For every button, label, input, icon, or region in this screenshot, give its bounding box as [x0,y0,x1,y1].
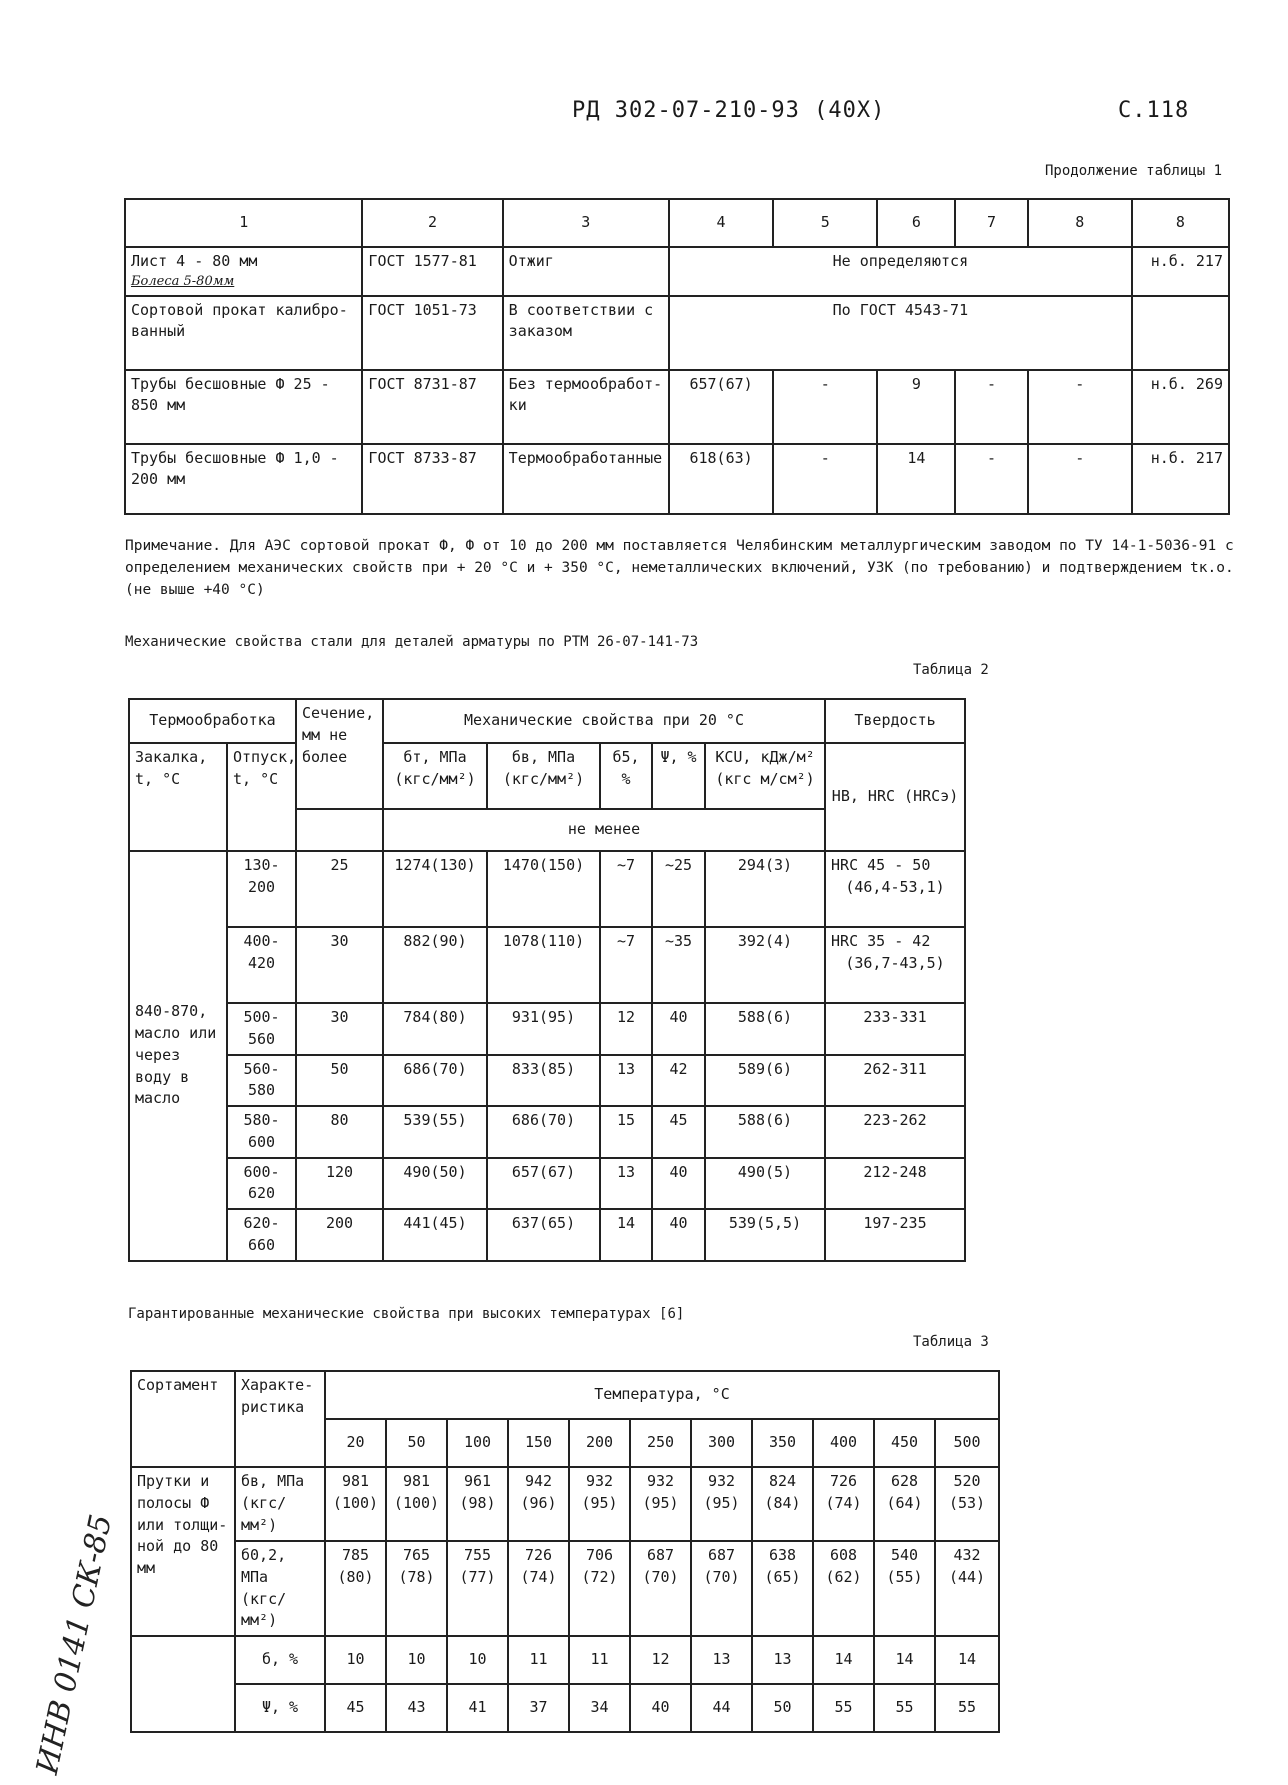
handwritten-text: ИНВ 0141 СК-85 [30,1511,120,1778]
table-header-row [125,199,1229,247]
table-cell: 25 [296,851,383,927]
table-cell: н.б. 269 [1132,370,1229,444]
table-cell [296,809,383,851]
table-cell: 981 (100) [386,1467,447,1541]
table-cell: Сортовой прокат калибро-ванный [125,296,362,370]
table-cell: Трубы бесшовные Ф 25 - 850 мм [125,370,362,444]
table-cell: 11 [508,1636,569,1684]
table-cell: - [955,370,1027,444]
table-cell: 14 [935,1636,999,1684]
table-cell: 45 [652,1106,705,1158]
table-1-note: Примечание. Для АЭС сортовой прокат Ф, Ф от 10 до 200 мм поставляется Челябинским металлургическим заводом по ТУ 14-1-5036-91 с определением механических свойств при + 20 °С и + 350 °С, неметаллических включений, УЗК (по требованию) и подтверждением tк.о. (не выше +40 °С) [125,538,1234,598]
table-cell: 14 [600,1209,652,1261]
table-2-label: Таблица 2 [913,662,989,678]
column-header: Отпуск, t, °С [227,743,296,851]
table-cell: 10 [325,1636,386,1684]
table-cell: 40 [630,1684,691,1732]
table-cell: 687 (70) [630,1541,691,1636]
table-cell: 40 [652,1158,705,1210]
table-header-row [129,743,965,809]
temperature-header: 200 [569,1419,630,1467]
column-header: 5 [773,199,877,247]
table-cell: 961 (98) [447,1467,508,1541]
table-header-row [131,1371,999,1419]
column-header: б5, % [600,743,652,809]
table-cell: ~35 [652,927,705,1003]
table-cell: 50 [752,1684,813,1732]
column-header: бв, МПа (кгс/мм²) [487,743,600,809]
table-cell: 580-600 [227,1106,296,1158]
table-cell: 294(3) [705,851,825,927]
temperature-header: 300 [691,1419,752,1467]
table-cell: 942 (96) [508,1467,569,1541]
column-header: KCU, кДж/м² (кгс м/см²) [705,743,825,809]
row-label: б0,2, МПа (кгс/мм²) [235,1541,325,1636]
table-cell: 539(5,5) [705,1209,825,1261]
column-header: Характе-ристика [235,1371,325,1467]
table-cell: 41 [447,1684,508,1732]
table-cell: 520 (53) [935,1467,999,1541]
table-cell: 600-620 [227,1158,296,1210]
table-cell: 1470(150) [487,851,600,927]
column-header: Сортамент [131,1371,235,1467]
table-cell: 10 [386,1636,447,1684]
table-cell: 120 [296,1158,383,1210]
temperature-header: 350 [752,1419,813,1467]
table-cell: 638 (65) [752,1541,813,1636]
table-cell: 44 [691,1684,752,1732]
table-cell: 197-235 [825,1209,965,1261]
table-cell-merged: Не определяются [669,247,1132,296]
table-cell: 30 [296,927,383,1003]
table-3-caption: Гарантированные механические свойства при высоких температурах [6] [128,1306,685,1322]
hardness-value-secondary: (46,4-53,1) [845,877,945,896]
table-cell: 726 (74) [508,1541,569,1636]
table-cell: Термообработанные [503,444,669,514]
table-cell [131,1636,235,1684]
table-continuation-label: Продолжение таблицы 1 [1045,163,1223,179]
table-cell [1132,296,1229,370]
table-cell: 932 (95) [691,1467,752,1541]
table-cell: н.б. 217 [1132,247,1229,296]
table-cell: 12 [630,1636,691,1684]
column-header: 6 [877,199,955,247]
table-cell: 706 (72) [569,1541,630,1636]
table-cell: Трубы бесшовные Ф 1,0 - 200 мм [125,444,362,514]
table-cell: 1078(110) [487,927,600,1003]
table-cell: 824 (84) [752,1467,813,1541]
row-label: Ψ, % [235,1684,325,1732]
temperature-header: 150 [508,1419,569,1467]
table-cell: 13 [600,1158,652,1210]
column-header: Температура, °С [325,1371,999,1419]
temperature-header: 250 [630,1419,691,1467]
table-cell: 130-200 [227,851,296,927]
table-cell: ГОСТ 8731-87 [362,370,502,444]
hardness-value: HRC 45 - 50 [831,856,931,874]
table-cell: 14 [877,444,955,514]
table-cell: 657(67) [487,1158,600,1210]
table-cell: 932 (95) [630,1467,691,1541]
table-row [129,1003,965,1055]
table-row [125,247,1229,296]
table-cell: - [1028,370,1132,444]
table-cell: 12 [600,1003,652,1055]
table-cell: 560-580 [227,1055,296,1107]
table-header-row [129,699,965,743]
column-header: Закалка, t, °С [129,743,227,851]
table-cell: 608 (62) [813,1541,874,1636]
table-cell: ГОСТ 1051-73 [362,296,502,370]
table-cell: 687 (70) [691,1541,752,1636]
table-cell: 765 (78) [386,1541,447,1636]
product-name: Лист 4 - 80 мм [131,252,258,270]
table-cell: 212-248 [825,1158,965,1210]
table-cell: 882(90) [383,927,487,1003]
table-cell: 618(63) [669,444,773,514]
table-cell: 13 [600,1055,652,1107]
table-cell: 726 (74) [813,1467,874,1541]
table-cell: 30 [296,1003,383,1055]
table-cell: 981 (100) [325,1467,386,1541]
table-cell: 539(55) [383,1106,487,1158]
table-cell: 80 [296,1106,383,1158]
row-label: б, % [235,1636,325,1684]
table-cell: 657(67) [669,370,773,444]
table-cell: 14 [874,1636,935,1684]
table-row [131,1684,999,1732]
table-cell: 931(95) [487,1003,600,1055]
table-cell [825,927,965,1003]
table-cell: 540 (55) [874,1541,935,1636]
table-cell [131,1684,235,1732]
document-code: РД 302-07-210-93 (40Х) [572,98,886,123]
row-label: бв, МПа (кгс/мм²) [235,1467,325,1541]
table-cell: 932 (95) [569,1467,630,1541]
table-cell: 686(70) [383,1055,487,1107]
table-cell: 40 [652,1003,705,1055]
table-cell: 490(50) [383,1158,487,1210]
column-header: 4 [669,199,773,247]
handwritten-inventory-note [20,1510,120,1780]
page-number: С.118 [1118,98,1190,123]
table-3-label: Таблица 3 [913,1334,989,1350]
table-cell: 55 [813,1684,874,1732]
table-cell: ~7 [600,927,652,1003]
table-row [129,1158,965,1210]
table-cell: 55 [874,1684,935,1732]
table-2-mechanical-properties [128,698,966,1262]
handwritten-correction: Болеса 5-80мм [131,273,235,289]
table-cell: 13 [691,1636,752,1684]
table-cell: ГОСТ 8733-87 [362,444,502,514]
sortament-cell: Прутки и полосы Ф или толщи-ной до 80 мм [131,1467,235,1636]
temperature-header: 20 [325,1419,386,1467]
table-cell: 45 [325,1684,386,1732]
table-cell: 43 [386,1684,447,1732]
table-cell: 589(6) [705,1055,825,1107]
temperature-header: 450 [874,1419,935,1467]
table-cell: 34 [569,1684,630,1732]
column-header: 8 [1132,199,1229,247]
table-cell: 500-560 [227,1003,296,1055]
table-cell [825,851,965,927]
column-header: бт, МПа (кгс/мм²) [383,743,487,809]
table-cell [125,247,362,296]
table-3-high-temperature-properties [130,1370,1000,1733]
hardness-value-secondary: (36,7-43,5) [845,953,945,972]
table-cell: В соответствии с заказом [503,296,669,370]
table-cell: - [1028,444,1132,514]
table-row [131,1636,999,1684]
table-cell: 432 (44) [935,1541,999,1636]
table-cell: 628 (64) [874,1467,935,1541]
table-cell: Без термообработ-ки [503,370,669,444]
table-cell: Отжиг [503,247,669,296]
table-cell: 833(85) [487,1055,600,1107]
table-cell: н.б. 217 [1132,444,1229,514]
table-row [125,370,1229,444]
temperature-header: 100 [447,1419,508,1467]
column-header: НВ, HRC (HRCэ) [825,743,965,851]
temperature-header: 500 [935,1419,999,1467]
table-cell: 13 [752,1636,813,1684]
table-cell: 223-262 [825,1106,965,1158]
table-cell: ~25 [652,851,705,927]
table-cell: 14 [813,1636,874,1684]
table-cell: 11 [569,1636,630,1684]
table-row [125,444,1229,514]
table-cell: ~7 [600,851,652,927]
table-cell: 784(80) [383,1003,487,1055]
table-cell: 42 [652,1055,705,1107]
table-cell: 490(5) [705,1158,825,1210]
table-row [129,851,965,927]
column-header: Механические свойства при 20 °С [383,699,825,743]
column-header: Сечение, мм не более [296,699,383,809]
table-row [125,296,1229,370]
table-cell: ГОСТ 1577-81 [362,247,502,296]
table-cell: 40 [652,1209,705,1261]
table-2-caption: Механические свойства стали для деталей арматуры по РТМ 26-07-141-73 [125,634,699,650]
table-cell: 1274(130) [383,851,487,927]
table-cell: 262-311 [825,1055,965,1107]
table-cell: 55 [935,1684,999,1732]
table-cell: 620-660 [227,1209,296,1261]
table-cell-merged: По ГОСТ 4543-71 [669,296,1132,370]
table-row [129,1106,965,1158]
temperature-header: 50 [386,1419,447,1467]
table-cell: 755 (77) [447,1541,508,1636]
column-header: 1 [125,199,362,247]
column-header: 8 [1028,199,1132,247]
column-header: Ψ, % [652,743,705,809]
table-row [129,927,965,1003]
column-header: 3 [503,199,669,247]
column-header: 2 [362,199,502,247]
table-cell: - [955,444,1027,514]
table-row [131,1467,999,1541]
column-header: 7 [955,199,1027,247]
quench-cell: 840-870, масло или через воду в масло [129,851,227,1261]
table-cell: 441(45) [383,1209,487,1261]
table-cell: 200 [296,1209,383,1261]
table-cell: 637(65) [487,1209,600,1261]
table-cell: 50 [296,1055,383,1107]
column-header: Твердость [825,699,965,743]
table-cell: 785 (80) [325,1541,386,1636]
table-cell: 400-420 [227,927,296,1003]
table-cell: 9 [877,370,955,444]
table-cell: 37 [508,1684,569,1732]
table-cell: 10 [447,1636,508,1684]
table-cell: 588(6) [705,1003,825,1055]
table-cell: 686(70) [487,1106,600,1158]
table-row [131,1541,999,1636]
table-1-continuation [124,198,1230,515]
table-cell: 588(6) [705,1106,825,1158]
table-cell: - [773,370,877,444]
table-row [129,1055,965,1107]
temperature-header: 400 [813,1419,874,1467]
table-cell: - [773,444,877,514]
table-cell: 392(4) [705,927,825,1003]
column-header: не менее [383,809,825,851]
table-cell: 15 [600,1106,652,1158]
hardness-value: HRC 35 - 42 [831,932,931,950]
table-row [129,1209,965,1261]
column-header: Термообработка [129,699,296,743]
table-cell: 233-331 [825,1003,965,1055]
